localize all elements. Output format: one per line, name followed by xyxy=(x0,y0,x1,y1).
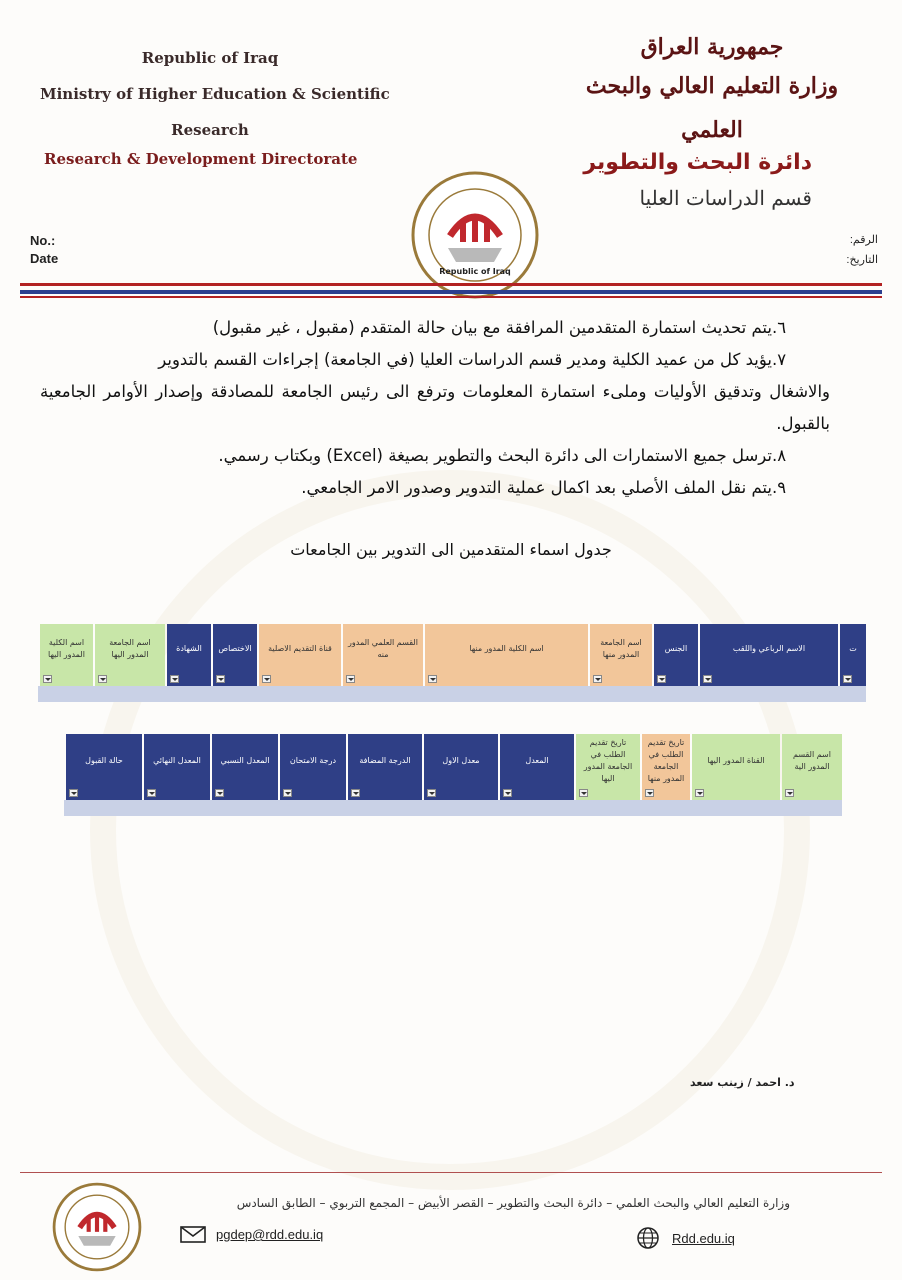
table-header-cell xyxy=(576,734,640,800)
column-header-label: الشهادة xyxy=(176,644,202,653)
table-header-cell xyxy=(280,734,346,800)
reference-labels-ar xyxy=(846,230,878,270)
table-header-cell xyxy=(95,624,165,686)
applicants-table-header-2 xyxy=(64,734,842,800)
column-header-label: المعدل النسبي xyxy=(220,756,270,765)
column-header-label: اسم القسم المدور الية xyxy=(793,750,831,771)
applicants-table-header-1 xyxy=(38,624,866,686)
email-link[interactable]: pgdep@rdd.edu.iq xyxy=(216,1227,324,1242)
republic-en: Republic of Iraq xyxy=(141,49,279,67)
column-header-label: ت xyxy=(849,644,857,653)
filter-dropdown-icon[interactable] xyxy=(645,789,654,797)
website-link[interactable]: Rdd.edu.iq xyxy=(672,1230,735,1246)
filter-dropdown-icon[interactable] xyxy=(351,789,360,797)
filter-dropdown-icon[interactable] xyxy=(695,789,704,797)
footer-rule xyxy=(20,1172,882,1173)
filter-dropdown-icon[interactable] xyxy=(593,675,602,683)
filter-dropdown-icon[interactable] xyxy=(703,675,712,683)
table-header-cell xyxy=(66,734,142,800)
filter-dropdown-icon[interactable] xyxy=(579,789,588,797)
directorate-en: Research & Development Directorate xyxy=(44,150,358,168)
table-header-cell xyxy=(654,624,698,686)
column-header-label: القسم العلمي المدور منه xyxy=(348,638,418,659)
table-header-cell xyxy=(425,624,588,686)
column-header-label: تاريخ تقديم الطلب في الجامعة المدور اليها xyxy=(583,738,633,783)
number-label-ar: الرقم: xyxy=(849,234,878,246)
filter-dropdown-icon[interactable] xyxy=(98,675,107,683)
ministry-ar: وزارة التعليم العالي والبحث العلمي xyxy=(585,73,839,143)
ministry-en-cont: Research xyxy=(171,121,249,139)
column-header-label: الدرجة المضافة xyxy=(359,756,411,765)
filter-dropdown-icon[interactable] xyxy=(428,675,437,683)
table-header-cell xyxy=(259,624,341,686)
header-rule-blue xyxy=(20,290,882,294)
republic-ar: جمهورية العراق xyxy=(640,34,784,60)
table-header-cell xyxy=(212,734,278,800)
date-label-ar: التاريخ: xyxy=(846,254,878,266)
instructions-list xyxy=(40,312,830,504)
footer-website[interactable] xyxy=(636,1226,735,1250)
globe-icon xyxy=(636,1226,660,1250)
column-header-label: المعدل xyxy=(525,756,549,765)
column-header-label: اسم الكلية المدور اليها xyxy=(48,638,85,659)
column-header-label: اسم الجامعة المدور اليها xyxy=(109,638,151,659)
column-header-label: القناة المدور اليها xyxy=(707,756,765,765)
footer-address: وزارة التعليم العالي والبحث العلمي – دائرة البحث والتطوير – القصر الأبيض – المجمع التربوي – الطابق السادس xyxy=(236,1196,790,1210)
table-header-cell xyxy=(144,734,210,800)
table-header-cell xyxy=(840,624,866,686)
column-header-label: المعدل النهائي xyxy=(153,756,201,765)
footer-logo-icon xyxy=(52,1182,142,1272)
ministry-en: Ministry of Higher Education & Scientific xyxy=(40,85,390,103)
list-item-continuation: والاشغال وتدقيق الأوليات وملىء استمارة المعلومات وترفع الى رئيس الجامعة للمصادقة وإصدار الأوامر الجامعية بالقبول. xyxy=(40,382,830,433)
filter-dropdown-icon[interactable] xyxy=(69,789,78,797)
applicants-table-empty-row-2 xyxy=(64,800,842,816)
filter-dropdown-icon[interactable] xyxy=(346,675,355,683)
table-header-cell xyxy=(348,734,422,800)
list-item: ٨. ترسل جميع الاستمارات الى دائرة البحث والتطوير بصيغة (Excel) وبكتاب رسمي. xyxy=(218,446,787,465)
filter-dropdown-icon[interactable] xyxy=(262,675,271,683)
filter-dropdown-icon[interactable] xyxy=(427,789,436,797)
header-rule-red xyxy=(20,283,882,286)
column-header-label: تاريخ تقديم الطلب في الجامعة المدور منها xyxy=(647,738,685,783)
arabic-letterhead xyxy=(552,30,872,152)
filter-dropdown-icon[interactable] xyxy=(215,789,224,797)
directorate-ar: دائرة البحث والتطوير xyxy=(583,150,812,175)
table-header-cell xyxy=(213,624,257,686)
table-header-cell xyxy=(167,624,211,686)
column-header-label: درجة الامتحان xyxy=(289,756,337,765)
logo-text: Republic of Iraq xyxy=(439,267,511,276)
table-header-cell xyxy=(40,624,93,686)
table-header-cell xyxy=(782,734,842,800)
filter-dropdown-icon[interactable] xyxy=(843,675,852,683)
filter-dropdown-icon[interactable] xyxy=(170,675,179,683)
column-header-label: اسم الجامعة المدور منها xyxy=(600,638,642,659)
applicants-table-empty-row-1 xyxy=(38,686,866,702)
table-header-cell xyxy=(692,734,780,800)
filter-dropdown-icon[interactable] xyxy=(785,789,794,797)
filter-dropdown-icon[interactable] xyxy=(43,675,52,683)
english-letterhead xyxy=(40,40,390,148)
column-header-label: حالة القبول xyxy=(85,756,123,765)
column-header-label: الاختصاص xyxy=(218,644,252,653)
ministry-logo-icon xyxy=(410,170,540,300)
table-header-cell xyxy=(590,624,652,686)
filter-dropdown-icon[interactable] xyxy=(503,789,512,797)
list-item: ٩. يتم نقل الملف الأصلي بعد اكمال عملية التدوير وصدور الامر الجامعي. xyxy=(301,478,787,497)
filter-dropdown-icon[interactable] xyxy=(657,675,666,683)
table-title: جدول اسماء المتقدمين الى التدوير بين الجامعات xyxy=(290,540,612,559)
table-header-cell xyxy=(343,624,423,686)
table-header-cell xyxy=(500,734,574,800)
column-header-label: اسم الكلية المدور منها xyxy=(469,644,544,653)
date-label: Date xyxy=(30,251,59,266)
section-ar: قسم الدراسات العليا xyxy=(639,186,812,210)
filter-dropdown-icon[interactable] xyxy=(147,789,156,797)
list-item: ٦. يتم تحديث استمارة المتقدمين المرافقة مع بيان حالة المتقدم (مقبول ، غير مقبول) xyxy=(212,318,787,337)
envelope-icon xyxy=(180,1226,206,1243)
column-header-label: قناة التقديم الاصلية xyxy=(268,644,332,653)
header-rule-red-2 xyxy=(20,296,882,298)
table-header-cell xyxy=(700,624,838,686)
no-label: No.: xyxy=(30,233,56,248)
table-header-cell xyxy=(424,734,498,800)
column-header-label: الجنس xyxy=(664,644,688,653)
column-header-label: معدل الاول xyxy=(442,756,480,765)
reference-labels-en xyxy=(30,232,58,268)
list-item: ٧. يؤيد كل من عميد الكلية ومدير قسم الدراسات العليا (في الجامعة) إجراءات القسم بالتدوير xyxy=(158,350,787,369)
filter-dropdown-icon[interactable] xyxy=(283,789,292,797)
footer-email[interactable] xyxy=(180,1226,323,1243)
signature: د. احمد / زينب سعد xyxy=(690,1076,795,1089)
filter-dropdown-icon[interactable] xyxy=(216,675,225,683)
table-header-cell xyxy=(642,734,690,800)
column-header-label: الاسم الرباعي واللقب xyxy=(732,644,806,653)
